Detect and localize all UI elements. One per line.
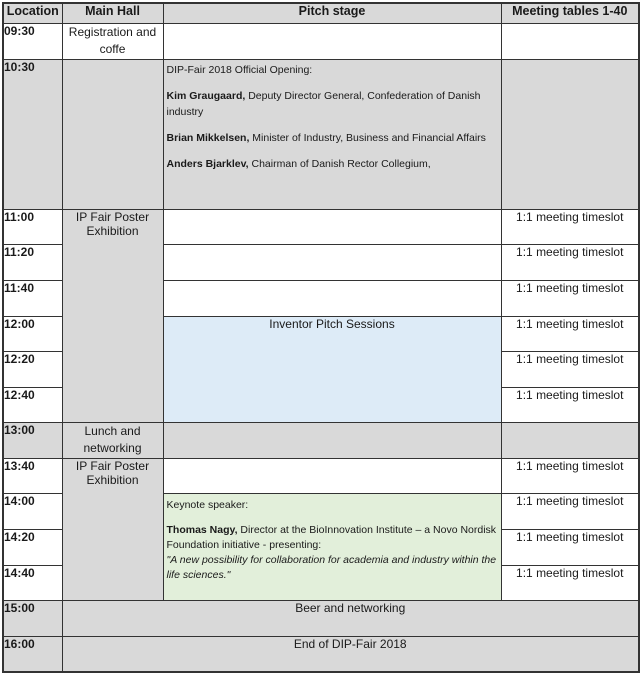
meeting-timeslot-cell: 1:1 meeting timeslot bbox=[501, 209, 639, 244]
time-cell: 14:00 bbox=[3, 493, 62, 529]
meeting-empty-cell bbox=[501, 23, 639, 59]
time-cell: 11:20 bbox=[3, 244, 62, 280]
keynote-cell bbox=[163, 493, 501, 600]
speaker-name: Anders Bjarklev, bbox=[166, 157, 249, 170]
meeting-timeslot-cell: 1:1 meeting timeslot bbox=[501, 387, 639, 422]
meeting-timeslot-cell: 1:1 meeting timeslot bbox=[501, 244, 639, 280]
meeting-timeslot-cell: 1:1 meeting timeslot bbox=[501, 493, 639, 529]
meeting-timeslot-cell: 1:1 meeting timeslot bbox=[501, 316, 639, 351]
pitch-empty-cell bbox=[163, 23, 501, 59]
poster-exhibition-cell: IP Fair Poster Exhibition bbox=[62, 458, 163, 600]
meeting-timeslot-cell: 1:1 meeting timeslot bbox=[501, 529, 639, 565]
poster-exhibition-cell: IP Fair Poster Exhibition bbox=[62, 209, 163, 422]
header-main-hall: Main Hall bbox=[62, 3, 163, 23]
speaker-name: Kim Graugaard, bbox=[166, 89, 246, 102]
meeting-timeslot-cell: 1:1 meeting timeslot bbox=[501, 280, 639, 316]
header-location: Location bbox=[3, 3, 62, 23]
table-row bbox=[3, 23, 639, 59]
schedule-table bbox=[2, 2, 640, 673]
meeting-timeslot-cell: 1:1 meeting timeslot bbox=[501, 351, 639, 387]
speaker-name: Thomas Nagy, bbox=[166, 523, 238, 536]
meeting-timeslot-cell: 1:1 meeting timeslot bbox=[501, 458, 639, 493]
pitch-empty-cell bbox=[163, 422, 501, 458]
speaker-role: Director at the BioInnovation Institute – a Novo Nordisk Foundation initiative - presenting: bbox=[166, 523, 497, 551]
speaker-role: Deputy Director General, Confederation of Danish industry bbox=[166, 89, 481, 118]
pitch-empty-cell bbox=[163, 209, 501, 244]
table-row bbox=[3, 422, 639, 458]
table-row bbox=[3, 600, 639, 636]
table-row bbox=[3, 59, 639, 209]
keynote-quote: "A new possibility for collaboration for academia and industry within the life sciences." bbox=[166, 553, 497, 581]
opening-title: DIP-Fair 2018 Official Opening: bbox=[166, 63, 313, 76]
time-cell: 12:00 bbox=[3, 316, 62, 351]
opening-speaker-3 bbox=[167, 156, 498, 172]
meeting-empty-cell bbox=[501, 59, 639, 209]
opening-speaker-1 bbox=[167, 88, 498, 120]
time-cell: 15:00 bbox=[3, 600, 62, 636]
official-opening-cell bbox=[163, 59, 501, 209]
header-meeting-tables: Meeting tables 1-40 bbox=[501, 3, 639, 23]
keynote-label: Keynote speaker: bbox=[166, 498, 249, 511]
time-cell: 16:00 bbox=[3, 636, 62, 672]
speaker-name: Brian Mikkelsen, bbox=[166, 131, 250, 144]
header-row bbox=[3, 3, 639, 23]
end-of-fair-cell: End of DIP-Fair 2018 bbox=[62, 636, 639, 672]
time-cell: 11:40 bbox=[3, 280, 62, 316]
time-cell: 12:40 bbox=[3, 387, 62, 422]
table-row bbox=[3, 209, 639, 244]
time-cell: 10:30 bbox=[3, 59, 62, 209]
inventor-pitch-sessions-cell: Inventor Pitch Sessions bbox=[163, 316, 501, 422]
table-row bbox=[3, 458, 639, 493]
main-hall-empty-cell bbox=[62, 59, 163, 209]
time-cell: 11:00 bbox=[3, 209, 62, 244]
table-row bbox=[3, 636, 639, 672]
time-cell: 12:20 bbox=[3, 351, 62, 387]
speaker-role: Chairman of Danish Rector Collegium, bbox=[248, 157, 431, 170]
beer-networking-cell: Beer and networking bbox=[62, 600, 639, 636]
time-cell: 13:40 bbox=[3, 458, 62, 493]
pitch-empty-cell bbox=[163, 280, 501, 316]
registration-cell: Registration and coffe bbox=[62, 23, 163, 59]
time-cell: 13:00 bbox=[3, 422, 62, 458]
speaker-role: Minister of Industry, Business and Financial Affairs bbox=[249, 131, 486, 144]
time-cell: 14:40 bbox=[3, 565, 62, 600]
time-cell: 14:20 bbox=[3, 529, 62, 565]
header-pitch-stage: Pitch stage bbox=[163, 3, 501, 23]
meeting-timeslot-cell: 1:1 meeting timeslot bbox=[501, 565, 639, 600]
keynote-speaker bbox=[167, 523, 498, 553]
time-cell: 09:30 bbox=[3, 23, 62, 59]
pitch-empty-cell bbox=[163, 458, 501, 493]
pitch-empty-cell bbox=[163, 244, 501, 280]
lunch-cell: Lunch and networking bbox=[62, 422, 163, 458]
opening-speaker-2 bbox=[167, 130, 498, 146]
meeting-empty-cell bbox=[501, 422, 639, 458]
